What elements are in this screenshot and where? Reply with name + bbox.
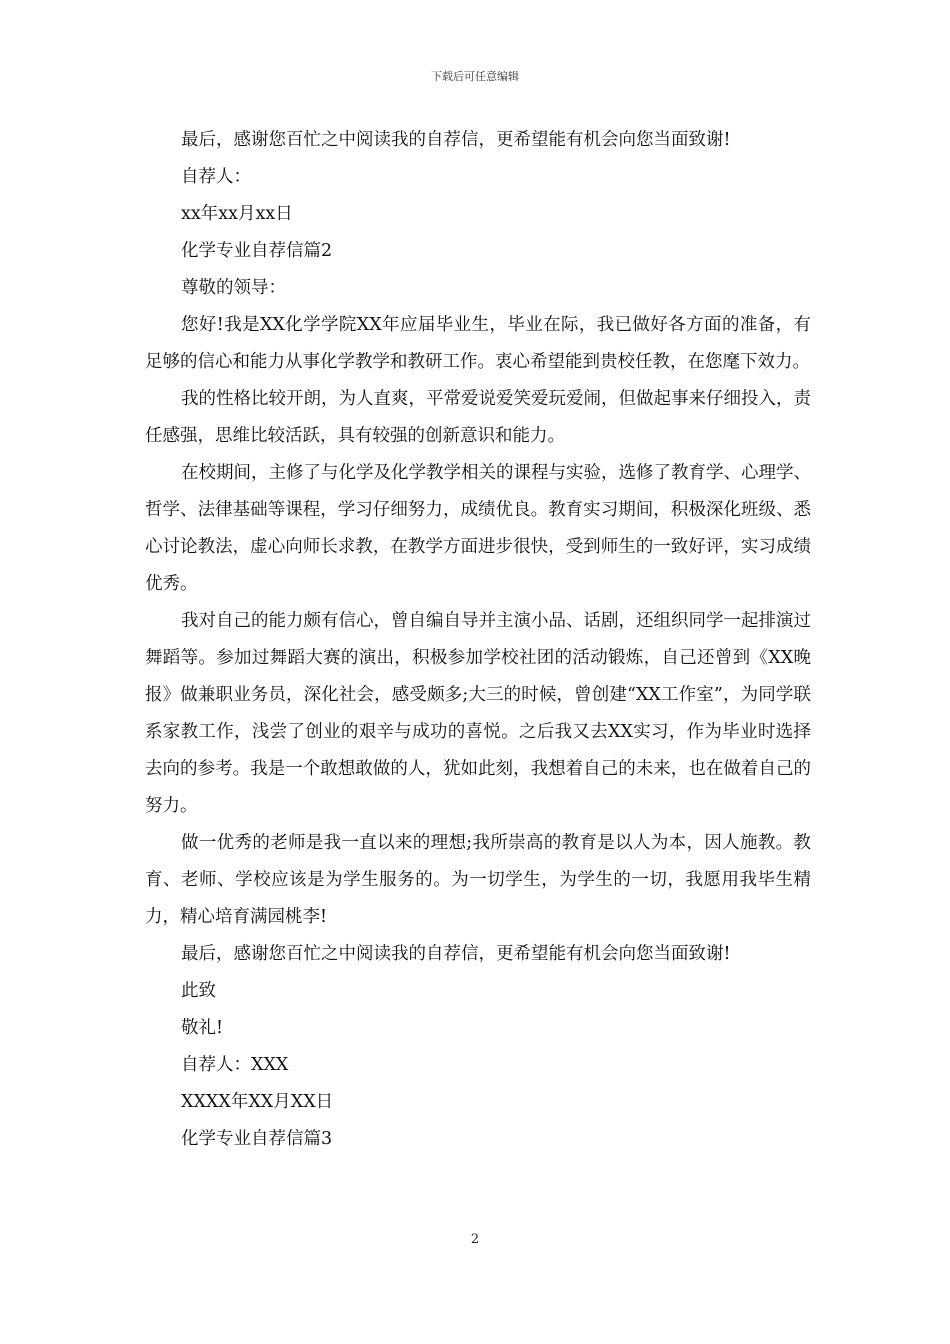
jingli-line: 敬礼! [181,1018,224,1038]
page-number: 2 [470,1232,480,1247]
paragraph-1: 您好!我是XX化学学院XX年应届毕业生，毕业在际，我已做好各方面的准备，有足够的信心和能力从事化学教学和教研工作。衷心希望能到贵校任教，在您麾下效力。 [145,315,811,372]
signer-line-1: 自荐人： [181,167,251,187]
section-title-2: 化学专业自荐信篇2 [181,241,333,261]
closing-line-1: 最后，感谢您百忙之中阅读我的自荐信，更希望能有机会向您当面致谢! [181,130,731,150]
section-title-3: 化学专业自荐信篇3 [181,1129,333,1149]
page-header-note: 下载后可任意编辑 [431,70,519,83]
paragraph-3: 在校期间，主修了与化学及化学教学相关的课程与实验，选修了教育学、心理学、哲学、法律基础等课程，学习仔细努力，成绩优良。教育实习期间，积极深化班级、悉心讨论教法，虚心向师长求教，在教学方面进步很快，受到师生的一致好评，实习成绩优秀。 [145,463,811,594]
cizhi-line: 此致 [181,981,216,1001]
paragraph-4: 我对自己的能力颇有信心，曾自编自导并主演小品、话剧，还组织同学一起排演过舞蹈等。参加过舞蹈大赛的演出，积极参加学校社团的活动锻炼，自己还曾到《XX晚报》做兼职业务员，深化社会，感受颇多;大三的时候，曾创建“XX工作室”，为同学联系家教工作，浅尝了创业的艰辛与成功的喜悦。之后我又去XX实习，作为毕业时选择去向的参考。我是一个敢想敢做的人，犹如此刻，我想着自己的未来，也在做着自己的努力。 [145,611,811,816]
date-line-2: XXXX年XX月XX日 [181,1092,334,1112]
document-body [145,122,811,1158]
closing-line-2: 最后，感谢您百忙之中阅读我的自荐信，更希望能有机会向您当面致谢! [181,944,731,964]
date-line-1: xx年xx月xx日 [181,204,293,224]
paragraph-5: 做一优秀的老师是我一直以来的理想;我所崇高的教育是以人为本，因人施教。教育、老师、学校应该是为学生服务的。为一切学生，为学生的一切，我愿用我毕生精力，精心培育满园桃李! [145,833,811,927]
signer-line-2: 自荐人：XXX [181,1055,289,1075]
salutation: 尊敬的领导： [181,278,286,298]
paragraph-2: 我的性格比较开朗，为人直爽，平常爱说爱笑爱玩爱闹，但做起事来仔细投入，责任感强，思维比较活跃，具有较强的创新意识和能力。 [145,389,811,446]
